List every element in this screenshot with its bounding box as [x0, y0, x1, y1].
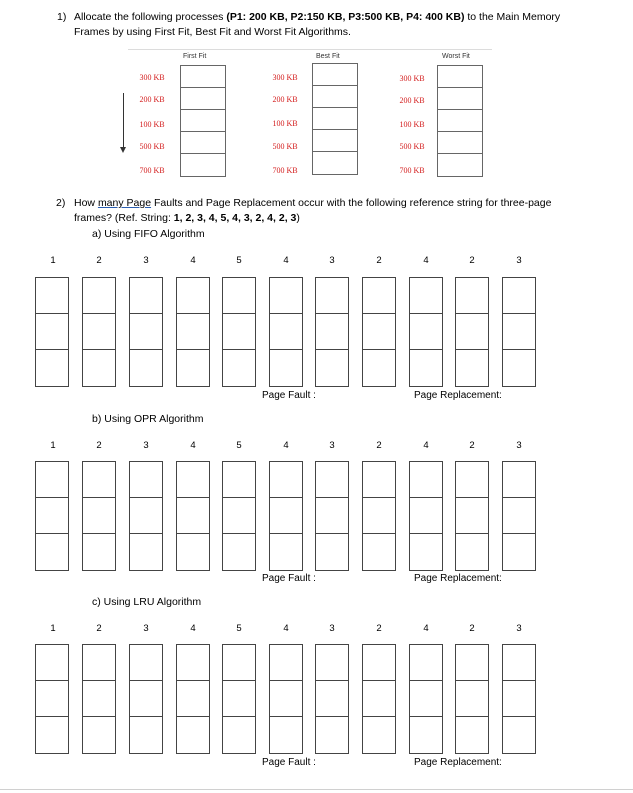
- frame-slot[interactable]: [410, 645, 442, 681]
- section-lru-label: c) Using LRU Algorithm: [92, 596, 202, 608]
- lru-reference-number: 1: [50, 623, 56, 634]
- frame-slot[interactable]: [270, 645, 302, 681]
- frame-slot[interactable]: [223, 462, 255, 498]
- opr-page-frame-column: [362, 461, 396, 571]
- question-2-ref-label: frames? (Ref. String:: [74, 212, 174, 224]
- frame-slot[interactable]: [410, 534, 442, 570]
- frame-slot[interactable]: [36, 498, 68, 534]
- frame-slot[interactable]: [270, 350, 302, 386]
- question-1-line-1: [74, 10, 560, 25]
- fifo-reference-number: 2: [376, 255, 382, 266]
- fifo-reference-number: 3: [143, 255, 149, 266]
- memory-block: [313, 108, 357, 130]
- first-fit-memory-stack: [180, 65, 226, 177]
- frame-slot[interactable]: [410, 717, 442, 753]
- frame-slot[interactable]: [503, 314, 535, 350]
- lru-page-frame-column: [35, 644, 69, 754]
- question-1-text: Allocate the following processes: [74, 11, 227, 23]
- lru-reference-number: 3: [329, 623, 335, 634]
- opr-page-fault-label: Page Fault :: [262, 573, 316, 584]
- question-2-line-2: [74, 211, 300, 226]
- frame-slot[interactable]: [36, 350, 68, 386]
- frame-slot[interactable]: [130, 278, 162, 314]
- frame-slot[interactable]: [456, 498, 488, 534]
- memory-block: [181, 132, 225, 154]
- first-fit-block-label: 500 KB: [139, 142, 165, 151]
- frame-slot[interactable]: [177, 645, 209, 681]
- frame-slot[interactable]: [223, 314, 255, 350]
- frame-slot[interactable]: [363, 314, 395, 350]
- best-fit-block-label: 200 KB: [272, 95, 298, 104]
- frame-slot[interactable]: [83, 278, 115, 314]
- lru-reference-number: 2: [96, 623, 102, 634]
- opr-page-frame-column: [455, 461, 489, 571]
- frame-slot[interactable]: [130, 534, 162, 570]
- frame-slot[interactable]: [456, 314, 488, 350]
- reference-string-text: 1, 2, 3, 4, 5, 4, 3, 2, 4, 2, 3: [173, 212, 297, 224]
- frame-slot[interactable]: [36, 681, 68, 717]
- frame-slot[interactable]: [130, 681, 162, 717]
- worst-fit-title: Worst Fit: [442, 53, 470, 60]
- worst-fit-block-label: 500 KB: [399, 142, 425, 151]
- lru-page-frame-column: [222, 644, 256, 754]
- opr-page-frame-column: [315, 461, 349, 571]
- opr-page-frame-column: [222, 461, 256, 571]
- opr-page-frame-column: [176, 461, 210, 571]
- memory-block: [438, 88, 482, 110]
- fifo-page-frame-column: [129, 277, 163, 387]
- frame-slot[interactable]: [410, 462, 442, 498]
- frame-slot[interactable]: [410, 278, 442, 314]
- fifo-page-frame-column: [455, 277, 489, 387]
- frame-slot[interactable]: [36, 278, 68, 314]
- opr-page-frame-column: [409, 461, 443, 571]
- lru-page-frame-column: [315, 644, 349, 754]
- frame-slot[interactable]: [316, 462, 348, 498]
- section-opr-label: b) Using OPR Algorithm: [92, 413, 204, 425]
- frame-slot[interactable]: [456, 462, 488, 498]
- lru-reference-number: 2: [376, 623, 382, 634]
- question-2-number: 2): [56, 197, 66, 209]
- frame-slot[interactable]: [177, 350, 209, 386]
- worst-fit-memory-stack: [437, 65, 483, 177]
- fifo-reference-number: 3: [329, 255, 335, 266]
- frame-slot[interactable]: [270, 462, 302, 498]
- down-arrow-icon: [123, 93, 124, 149]
- memory-block: [438, 132, 482, 154]
- frame-slot[interactable]: [130, 462, 162, 498]
- lru-reference-number: 3: [143, 623, 149, 634]
- opr-page-replacement-label: Page Replacement:: [414, 573, 502, 584]
- memory-block: [181, 110, 225, 132]
- lru-page-frame-column: [409, 644, 443, 754]
- memory-block: [181, 154, 225, 176]
- frame-slot[interactable]: [503, 278, 535, 314]
- arrow-head-icon: [120, 147, 126, 153]
- frame-slot[interactable]: [36, 462, 68, 498]
- frame-slot[interactable]: [503, 534, 535, 570]
- frame-slot[interactable]: [363, 498, 395, 534]
- frame-slot[interactable]: [83, 681, 115, 717]
- opr-page-frame-column: [129, 461, 163, 571]
- frame-slot[interactable]: [83, 462, 115, 498]
- opr-page-frame-column: [35, 461, 69, 571]
- frame-slot[interactable]: [83, 498, 115, 534]
- opr-reference-number: 2: [96, 440, 102, 451]
- frame-slot[interactable]: [503, 681, 535, 717]
- fifo-page-frame-column: [176, 277, 210, 387]
- fifo-page-frame-column: [35, 277, 69, 387]
- fifo-reference-number: 5: [236, 255, 242, 266]
- frame-slot[interactable]: [177, 314, 209, 350]
- frame-slot[interactable]: [177, 498, 209, 534]
- frame-slot[interactable]: [177, 534, 209, 570]
- lru-reference-number: 5: [236, 623, 242, 634]
- frame-slot[interactable]: [270, 681, 302, 717]
- frame-slot[interactable]: [316, 534, 348, 570]
- frame-slot[interactable]: [363, 278, 395, 314]
- frame-slot[interactable]: [130, 717, 162, 753]
- fifo-page-fault-label: Page Fault :: [262, 390, 316, 401]
- frame-slot[interactable]: [456, 278, 488, 314]
- frame-slot[interactable]: [316, 350, 348, 386]
- frame-slot[interactable]: [316, 681, 348, 717]
- opr-reference-number: 3: [143, 440, 149, 451]
- worst-fit-block-label: 700 KB: [399, 166, 425, 175]
- fifo-reference-number: 2: [96, 255, 102, 266]
- frame-slot[interactable]: [223, 498, 255, 534]
- frame-slot[interactable]: [503, 717, 535, 753]
- frame-slot[interactable]: [270, 498, 302, 534]
- question-2-line-1: [74, 196, 551, 211]
- opr-reference-number: 4: [283, 440, 289, 451]
- frame-slot[interactable]: [363, 350, 395, 386]
- frame-slot[interactable]: [130, 498, 162, 534]
- frame-slot[interactable]: [130, 645, 162, 681]
- frame-slot[interactable]: [503, 498, 535, 534]
- frame-slot[interactable]: [270, 278, 302, 314]
- frame-slot[interactable]: [83, 717, 115, 753]
- frame-slot[interactable]: [456, 534, 488, 570]
- memory-block: [181, 88, 225, 110]
- best-fit-title: Best Fit: [316, 53, 340, 60]
- frame-slot[interactable]: [363, 681, 395, 717]
- opr-reference-number: 4: [423, 440, 429, 451]
- lru-page-frame-column: [176, 644, 210, 754]
- worst-fit-block-label: 200 KB: [399, 96, 425, 105]
- opr-reference-number: 3: [516, 440, 522, 451]
- worst-fit-block-label: 100 KB: [399, 120, 425, 129]
- frame-slot[interactable]: [223, 278, 255, 314]
- frame-slot[interactable]: [130, 314, 162, 350]
- best-fit-block-label: 100 KB: [272, 119, 298, 128]
- memory-block: [313, 130, 357, 152]
- opr-page-frame-column: [82, 461, 116, 571]
- section-fifo-label: a) Using FIFO Algorithm: [92, 228, 205, 240]
- fifo-page-replacement-label: Page Replacement:: [414, 390, 502, 401]
- frame-slot[interactable]: [270, 534, 302, 570]
- frame-slot[interactable]: [410, 498, 442, 534]
- lru-page-frame-column: [502, 644, 536, 754]
- frame-slot[interactable]: [456, 645, 488, 681]
- fifo-reference-number: 3: [516, 255, 522, 266]
- opr-page-frame-column: [502, 461, 536, 571]
- frame-slot[interactable]: [177, 278, 209, 314]
- lru-page-frame-column: [269, 644, 303, 754]
- frame-slot[interactable]: [503, 645, 535, 681]
- worst-fit-block-label: 300 KB: [399, 74, 425, 83]
- question-1-text-end: to the Main Memory: [464, 11, 561, 23]
- lru-reference-number: 4: [283, 623, 289, 634]
- frame-slot[interactable]: [316, 498, 348, 534]
- lru-page-frame-column: [455, 644, 489, 754]
- frame-slot[interactable]: [410, 350, 442, 386]
- opr-reference-number: 2: [376, 440, 382, 451]
- memory-block: [313, 86, 357, 108]
- fifo-page-frame-column: [315, 277, 349, 387]
- frame-slot[interactable]: [503, 350, 535, 386]
- frame-slot[interactable]: [316, 645, 348, 681]
- frame-slot[interactable]: [83, 314, 115, 350]
- first-fit-block-label: 700 KB: [139, 166, 165, 175]
- lru-reference-number: 4: [190, 623, 196, 634]
- frame-slot[interactable]: [36, 645, 68, 681]
- question-1-line-2: Frames by using First Fit, Best Fit and Worst Fit Algorithms.: [74, 26, 351, 38]
- frame-slot[interactable]: [316, 314, 348, 350]
- first-fit-block-label: 100 KB: [139, 120, 165, 129]
- frame-slot[interactable]: [223, 717, 255, 753]
- page-bottom-rule: [0, 789, 633, 790]
- memory-block: [313, 64, 357, 86]
- memory-block: [313, 152, 357, 174]
- fifo-page-frame-column: [269, 277, 303, 387]
- lru-reference-number: 3: [516, 623, 522, 634]
- frame-slot[interactable]: [363, 534, 395, 570]
- frame-slot[interactable]: [83, 645, 115, 681]
- frame-slot[interactable]: [270, 717, 302, 753]
- lru-page-frame-column: [362, 644, 396, 754]
- memory-block: [438, 110, 482, 132]
- lru-page-frame-column: [82, 644, 116, 754]
- fifo-reference-number: 4: [283, 255, 289, 266]
- first-fit-block-label: 300 KB: [139, 73, 165, 82]
- question-2-ref-close: ): [296, 212, 300, 224]
- frame-slot[interactable]: [36, 314, 68, 350]
- fifo-page-frame-column: [409, 277, 443, 387]
- first-fit-title: First Fit: [183, 53, 207, 60]
- frame-slot[interactable]: [410, 681, 442, 717]
- opr-reference-number: 2: [469, 440, 475, 451]
- opr-reference-number: 3: [329, 440, 335, 451]
- lru-page-replacement-label: Page Replacement:: [414, 757, 502, 768]
- frame-slot[interactable]: [223, 681, 255, 717]
- frame-slot[interactable]: [36, 534, 68, 570]
- question-2-underlined-text: many Page: [97, 197, 152, 209]
- best-fit-block-label: 700 KB: [272, 166, 298, 175]
- frame-slot[interactable]: [456, 717, 488, 753]
- frame-slot[interactable]: [456, 350, 488, 386]
- fifo-page-frame-column: [362, 277, 396, 387]
- frame-slot[interactable]: [270, 314, 302, 350]
- frame-slot[interactable]: [36, 717, 68, 753]
- opr-reference-number: 5: [236, 440, 242, 451]
- lru-page-frame-column: [129, 644, 163, 754]
- frame-slot[interactable]: [363, 462, 395, 498]
- best-fit-block-label: 500 KB: [272, 142, 298, 151]
- frame-slot[interactable]: [363, 645, 395, 681]
- frame-slot[interactable]: [177, 462, 209, 498]
- opr-reference-number: 4: [190, 440, 196, 451]
- frame-slot[interactable]: [456, 681, 488, 717]
- lru-reference-number: 4: [423, 623, 429, 634]
- frame-slot[interactable]: [83, 534, 115, 570]
- fifo-page-frame-column: [82, 277, 116, 387]
- frame-slot[interactable]: [223, 350, 255, 386]
- memory-block: [438, 66, 482, 88]
- fifo-page-frame-column: [502, 277, 536, 387]
- memory-block: [438, 154, 482, 176]
- frame-slot[interactable]: [223, 645, 255, 681]
- lru-reference-number: 2: [469, 623, 475, 634]
- best-fit-memory-stack: [312, 63, 358, 175]
- frame-slot[interactable]: [130, 350, 162, 386]
- memory-block: [181, 66, 225, 88]
- best-fit-block-label: 300 KB: [272, 73, 298, 82]
- frame-slot[interactable]: [316, 278, 348, 314]
- first-fit-block-label: 200 KB: [139, 95, 165, 104]
- opr-reference-number: 1: [50, 440, 56, 451]
- frame-slot[interactable]: [177, 717, 209, 753]
- fifo-reference-number: 4: [190, 255, 196, 266]
- opr-page-frame-column: [269, 461, 303, 571]
- frame-slot[interactable]: [316, 717, 348, 753]
- frame-slot[interactable]: [410, 314, 442, 350]
- question-1-processes: (P1: 200 KB, P2:150 KB, P3:500 KB, P4: 400 KB): [226, 11, 465, 23]
- question-2-text: How: [74, 197, 98, 209]
- frame-slot[interactable]: [83, 350, 115, 386]
- frame-slot[interactable]: [363, 717, 395, 753]
- frame-slot[interactable]: [223, 534, 255, 570]
- fifo-reference-number: 4: [423, 255, 429, 266]
- frame-slot[interactable]: [503, 462, 535, 498]
- fifo-reference-number: 2: [469, 255, 475, 266]
- diagram-top-rule: [128, 49, 492, 50]
- fifo-reference-number: 1: [50, 255, 56, 266]
- question-1-number: 1): [57, 11, 67, 23]
- lru-page-fault-label: Page Fault :: [262, 757, 316, 768]
- frame-slot[interactable]: [177, 681, 209, 717]
- question-2-text-end: Faults and Page Replacement occur with the following reference string for three-page: [151, 197, 552, 209]
- fifo-page-frame-column: [222, 277, 256, 387]
